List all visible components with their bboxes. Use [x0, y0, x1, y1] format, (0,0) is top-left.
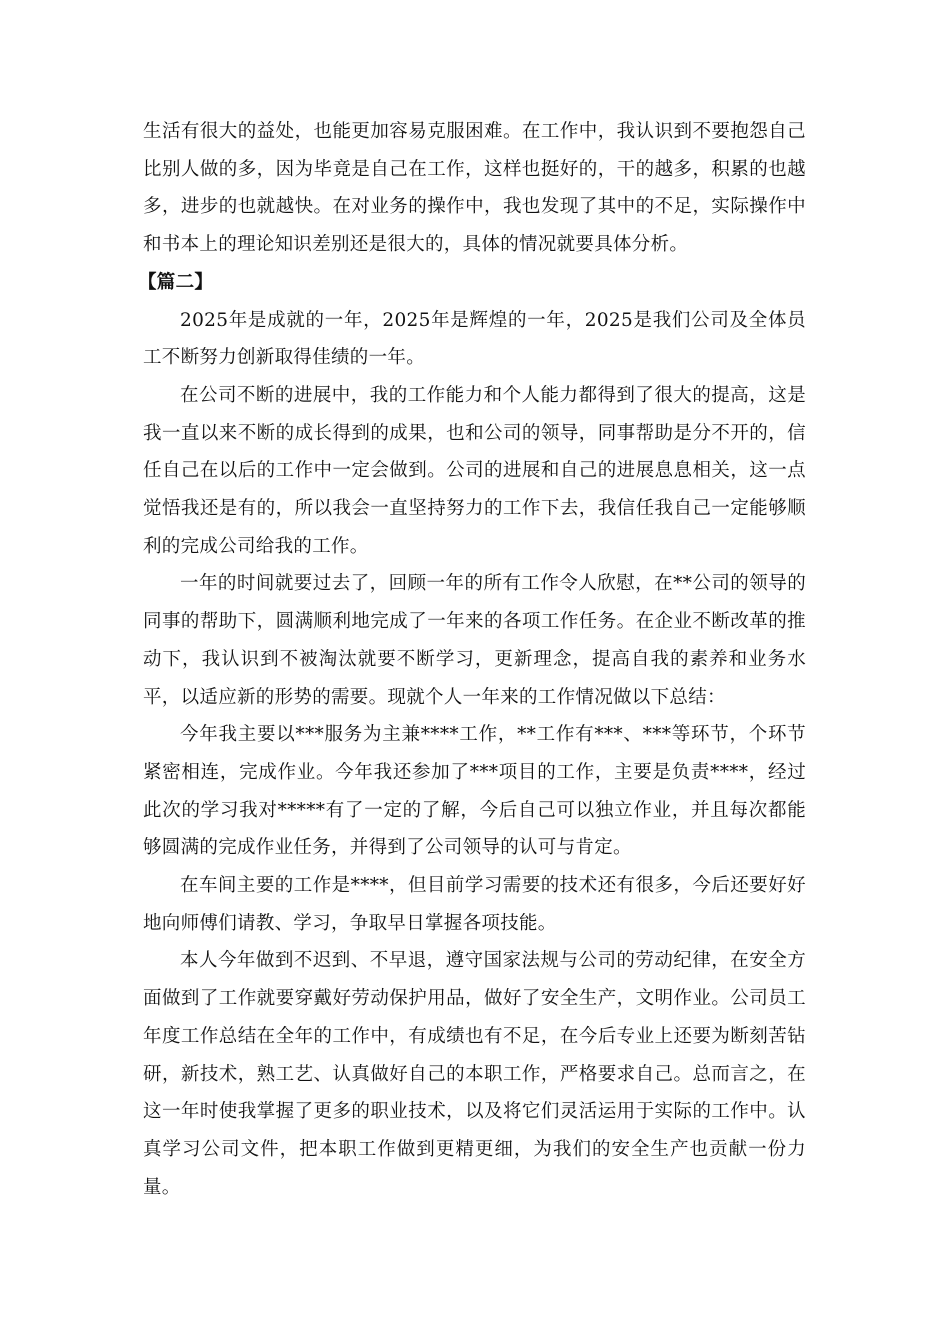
- paragraph: 在车间主要的工作是****，但目前学习需要的技术还有很多，今后还要好好地向师傅们请教、学习，争取早日掌握各项技能。: [143, 875, 806, 934]
- section-heading: 【篇二】: [138, 271, 214, 293]
- paragraph-continuation: 生活有很大的益处，也能更加容易克服困难。在工作中，我认识到不要抱怨自己比别人做的多，因为毕竟是自己在工作，这样也挺好的，干的越多，积累的也越多，进步的也就越快。在对业务的操作中，我也发现了其中的不足，实际操作中和书本上的理论知识差别还是很大的，具体的情况就要具体分析。: [143, 121, 806, 256]
- paragraph: 本人今年做到不迟到、不早退，遵守国家法规与公司的劳动纪律，在安全方面做到了工作就要穿戴好劳动保护用品，做好了安全生产，文明作业。公司员工年度工作总结在全年的工作中，有成绩也有不足，在今后专业上还要为断刻苦钻研，新技术，熟工艺、认真做好自己的本职工作，严格要求自己。总而言之，在这一年时使我掌握了更多的职业技术，以及将它们灵活运用于实际的工作中。认真学习公司文件，把本职工作做到更精更细，为我们的安全生产也贡献一份力量。: [143, 950, 806, 1198]
- paragraph: 一年的时间就要过去了，回顾一年的所有工作令人欣慰，在**公司的领导的同事的帮助下，圆满顺利地完成了一年来的各项工作任务。在企业不断改革的推动下，我认识到不被淘汰就要不断学习，更新理念，提高自我的素养和业务水平，以适应新的形势的需要。现就个人一年来的工作情况做以下总结：: [143, 573, 806, 708]
- paragraph: 今年我主要以***服务为主兼****工作，**工作有***、***等环节，个环节紧密相连，完成作业。今年我还参加了***项目的工作，主要是负责****，经过此次的学习我对*****有了一定的了解，今后自己可以独立作业，并且每次都能够圆满的完成作业任务，并得到了公司领导的认可与肯定。: [143, 724, 806, 859]
- paragraph: 2025年是成就的一年，2025年是辉煌的一年，2025是我们公司及全体员工不断努力创新取得佳绩的一年。: [143, 309, 806, 369]
- paragraph: 在公司不断的进展中，我的工作能力和个人能力都得到了很大的提高，这是我一直以来不断的成长得到的成果，也和公司的领导，同事帮助是分不开的，信任自己在以后的工作中一定会做到。公司的进展和自己的进展息息相关，这一点觉悟我还是有的，所以我会一直坚持努力的工作下去，我信任我自己一定能够顺利的完成公司给我的工作。: [143, 384, 806, 557]
- document-body: [138, 113, 806, 1206]
